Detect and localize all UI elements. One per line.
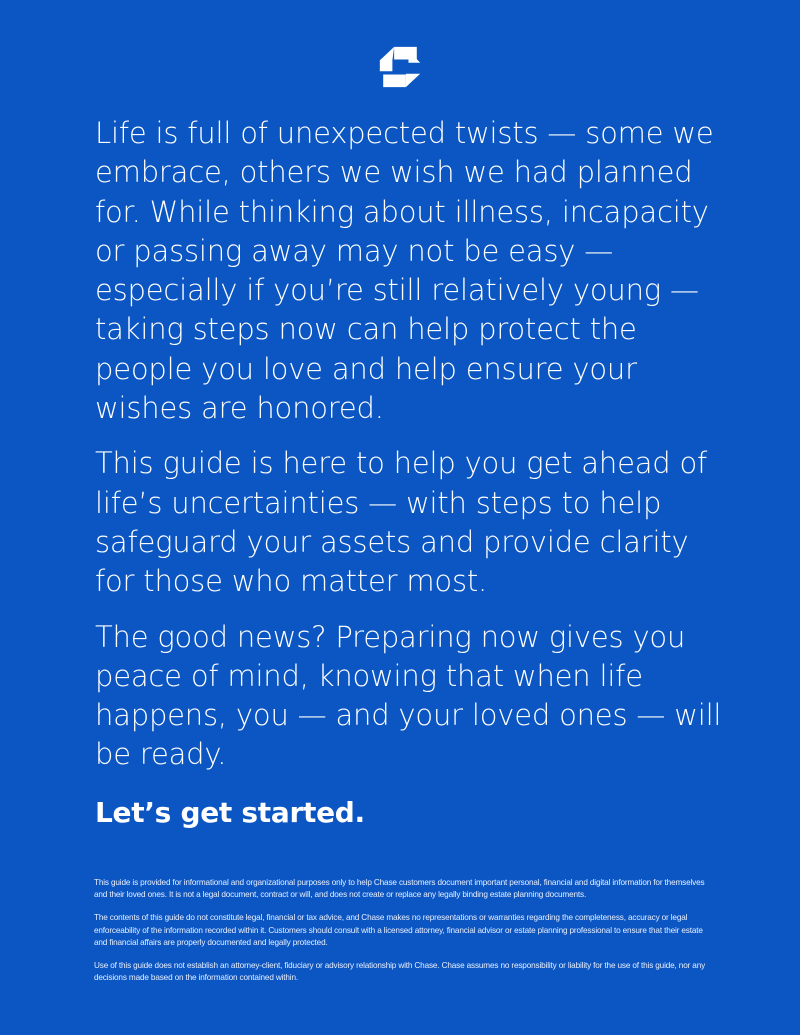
chase-logo-icon <box>379 46 421 88</box>
intro-content <box>95 114 735 831</box>
disclaimer-no-advice: The contents of this guide do not constitute legal, financial or tax advice, and Chase makes no representations or warranties regarding the completeness, accuracy or legal enforceability of the information recorded within it. Customers should consult with a licensed attorney, financial advisor or estate planning professional to ensure that their estate and financial affairs are properly documented and legally protected. <box>94 913 703 947</box>
call-to-action-heading: Let’s get started. <box>95 795 365 829</box>
disclaimer-informational: This guide is provided for informational and organizational purposes only to help Chase customers document important personal, financial and digital information for themselves and their loved ones. It is not a legal document, contract or will, and does not create or replace any legally binding estate planning documents. <box>94 878 705 900</box>
disclaimer-no-relationship: Use of this guide does not establish an attorney-client, fiduciary or advisory relationship with Chase. Chase assumes no responsibility or liability for the use of this guide, nor any decisions made based on the information contained within. <box>94 961 706 983</box>
intro-paragraph-2: This guide is here to help you get ahead of life’s uncertainties — with steps to help safeguard your assets and provide clarity for those who matter most. <box>95 446 708 599</box>
intro-paragraph-1: Life is full of unexpected twists — some we embrace, others we wish we had planned for. While thinking about illness, incapacity or passing away may not be easy — especially if you’re still relatively young — taking steps now can help protect the people you love and help ensure your wishes are honored. <box>95 116 714 426</box>
disclaimer-section <box>94 877 714 995</box>
intro-paragraph-3: The good news? Preparing now gives you peace of mind, knowing that when life happens, you — and your loved ones — will be ready. <box>95 619 722 772</box>
